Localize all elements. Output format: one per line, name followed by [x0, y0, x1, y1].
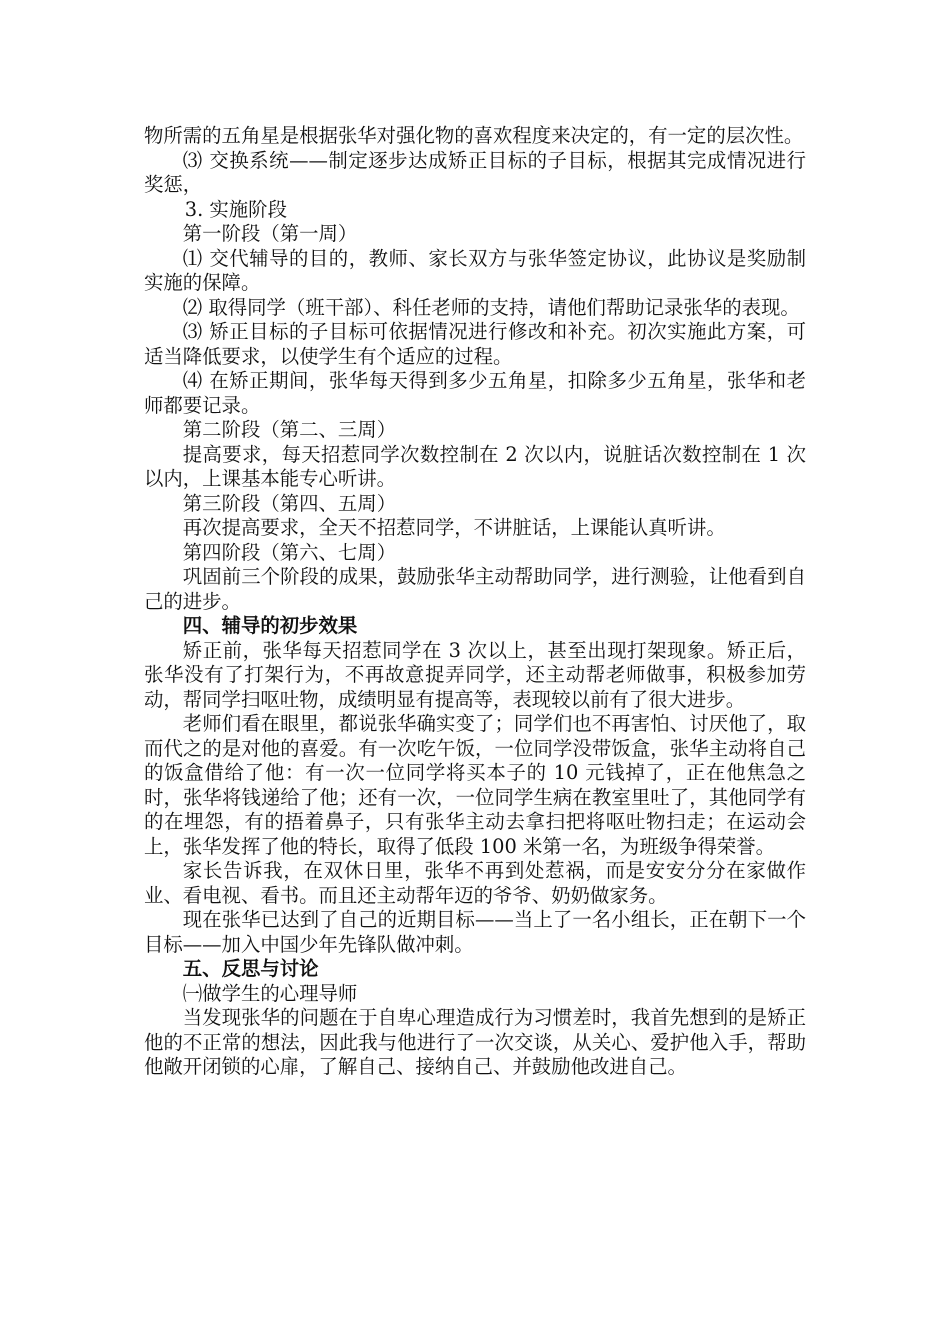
section-heading-results: 四、辅导的初步效果 — [182, 614, 358, 637]
stage-two-body: 提高要求，每天招惹同学次数控制在 2 次以内，说脏话次数控制在 1 次以内，上课基本能专心听讲。 — [144, 442, 806, 490]
stage-four-title: 第四阶段（第六、七周） — [182, 540, 397, 564]
stage-one-item-2: ⑵ 取得同学（班干部）、科任老师的支持，请他们帮助记录张华的表现。 — [182, 295, 800, 319]
stage-three-body: 再次提高要求，全天不招惹同学，不讲脏话，上课能认真听讲。 — [182, 516, 726, 539]
section-heading-reflection: 五、反思与讨论 — [182, 957, 319, 980]
section-implementation-title: 3. 实施阶段 — [184, 197, 287, 221]
document-page — [144, 124, 806, 1080]
paragraph-exchange-system: ⑶ 交换系统——制定逐步达成矫正目标的子目标，根据其完成情况进行奖惩， — [144, 148, 806, 196]
paragraph-continuation: 物所需的五角星是根据张华对强化物的喜欢程度来决定的，有一定的层次性。 — [144, 124, 804, 147]
results-paragraph-4: 现在张华已达到了自己的近期目标——当上了一名小组长，正在朝下一个目标——加入中国少年先锋队做冲刺。 — [144, 908, 806, 956]
stage-three-title: 第三阶段（第四、五周） — [182, 491, 397, 515]
results-paragraph-2: 老师们看在眼里，都说张华确实变了；同学们也不再害怕、讨厌他了，取而代之的是对他的喜爱。有一次吃午饭，一位同学没带饭盒，张华主动将自己的饭盒借给了他：有一次一位同学将买本子的 10 元钱掉了，正在他焦急之时，张华将钱递给了他；还有一次，一位同学生病在教室里吐了，其他同学有的在埋怨，有的捂着鼻子，只有张华主动去拿扫把将呕吐物扫走；在运动会上，张华发挥了他的特长，取得了低段 100 米第一名，为班级争得荣誉。 — [144, 712, 806, 858]
results-paragraph-1: 矫正前，张华每天招惹同学在 3 次以上，甚至出现打架现象。矫正后，张华没有了打架行为，不再故意捉弄同学，还主动帮老师做事，积极参加劳动，帮同学扫呕吐物，成绩明显有提高等，表现较以前有了很大进步。 — [144, 638, 806, 711]
results-paragraph-3: 家长告诉我，在双休日里，张华不再到处惹祸，而是安安分分在家做作业、看电视、看书。而且还主动帮年迈的爷爷、奶奶做家务。 — [144, 859, 806, 907]
reflection-subheading-1: ㈠做学生的心理导师 — [182, 981, 358, 1005]
stage-one-item-4: ⑷ 在矫正期间，张华每天得到多少五角星，扣除多少五角星，张华和老师都要记录。 — [144, 369, 806, 417]
stage-one-item-3: ⑶ 矫正目标的子目标可依据情况进行修改和补充。初次实施此方案，可适当降低要求，以使学生有个适应的过程。 — [144, 320, 806, 368]
stage-one-title: 第一阶段（第一周） — [182, 222, 358, 245]
stage-two-title: 第二阶段（第二、三周） — [182, 418, 397, 441]
stage-four-body: 巩固前三个阶段的成果，鼓励张华主动帮助同学，进行测验，让他看到自己的进步。 — [144, 565, 806, 613]
stage-one-item-1: ⑴ 交代辅导的目的，教师、家长双方与张华签定协议，此协议是奖励制实施的保障。 — [144, 246, 806, 294]
reflection-paragraph-1: 当发现张华的问题在于自卑心理造成行为习惯差时，我首先想到的是矫正他的不正常的想法，因此我与他进行了一次交谈，从关心、爱护他入手，帮助他敞开闭锁的心扉，了解自己、接纳自己、并鼓励他改进自己。 — [144, 1006, 806, 1078]
